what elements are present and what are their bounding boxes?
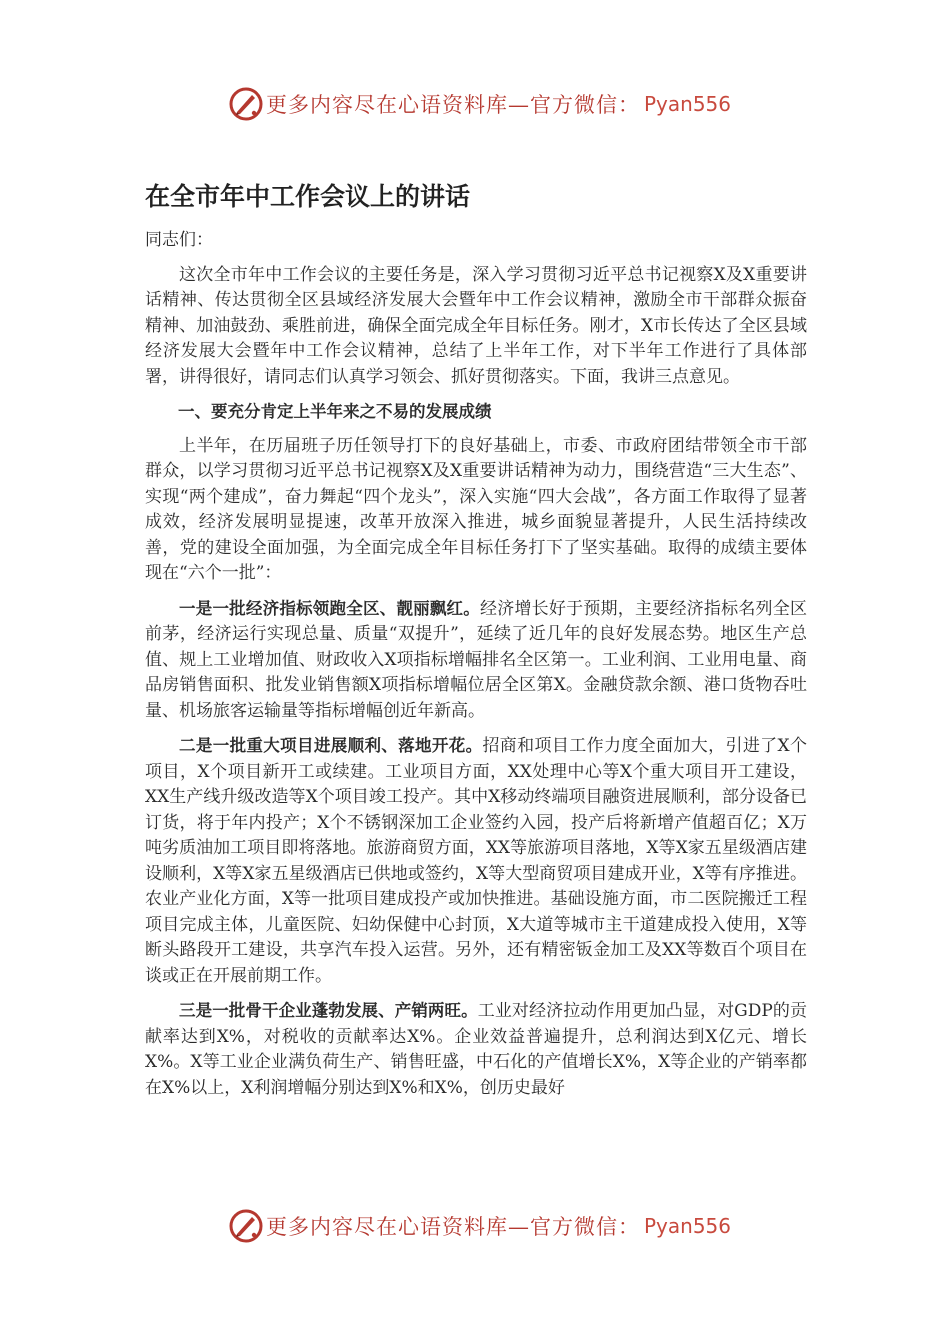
- banner-wechat-handle: Pyan556: [644, 1214, 732, 1238]
- section-heading: 一、要充分肯定上半年来之不易的发展成绩: [178, 402, 492, 421]
- point-body-2: 招商和项目工作力度全面加大，引进了X个项目，X个项目新开工或续建。工业项目方面，XX处理中心等X个重大项目开工建设，XX生产线升级改造等X个项目竣工投产。其中X移动终端项目融资进展顺利，部分设备已订货，将于年内投产；X个不锈钢深加工企业签约入园，投产后将新增产值超百亿；X万吨劣质油加工项目即将落地。旅游商贸方面，XX等旅游项目落地，X等X家五星级酒店建设顺利，X等X家五星级酒店已供地或签约，X等大型商贸项目建成开业，X等有序推进。农业产业化方面，X等一批项目建成投产或加快推进。基础设施方面，市二医院搬迁工程项目完成主体，儿童医院、妇幼保健中心封顶，X大道等城市主干道建成投入使用，X等断头路段开工建设，共享汽车投入运营。另外，还有精密钣金加工及XX等数百个项目在谈或正在开展前期工作。: [145, 736, 808, 986]
- point-lead-2: 二是一批重大项目进展顺利、落地开花。: [179, 736, 483, 755]
- banner-text: 更多内容尽在心语资料库—官方微信：: [266, 93, 640, 117]
- point-lead-1: 一是一批经济指标领跑全区、靓丽飘红。: [179, 598, 480, 618]
- header-banner: [228, 86, 731, 122]
- footer-banner: [228, 1208, 731, 1244]
- quill-logo-icon: [228, 1208, 264, 1244]
- intro-paragraph: 这次全市年中工作会议的主要任务是，深入学习贯彻习近平总书记视察X及X重要讲话精神、传达贯彻全区县域经济发展大会暨年中工作会议精神，激励全市干部群众振奋精神、加油鼓劲、乘胜前进，确保全面完成全年目标任务。刚才，X市长传达了全区县域经济发展大会暨年中工作会议精神，总结了上半年工作，对下半年工作进行了具体部署，讲得很好，请同志们认真学习领会、抓好贯彻落实。下面，我讲三点意见。: [145, 264, 807, 387]
- speech-body: [145, 228, 807, 1101]
- point-body-3: 工业对经济拉动作用更加凸显，对GDP的贡献率达到X%，对税收的贡献率达X%。企业效益普遍提升，总利润达到X亿元、增长X%。X等工业企业满负荷生产、销售旺盛，中石化的产值增长X%，X等企业的产销率都在X%以上，X利润增幅分别达到X%和X%，创历史最好: [145, 1001, 808, 1098]
- point-body-1: 经济增长好于预期，主要经济指标名列全区前茅，经济运行实现总量、质量“双提升”，延续了近几年的良好发展态势。地区生产总值、规上工业增加值、财政收入X项指标增幅排名全区第一。工业利润、工业用电量、商品房销售面积、批发业销售额X项指标增幅位居全区第X。金融贷款余额、港口货物吞吐量、机场旅客运输量等指标增幅创近年新高。: [145, 598, 807, 721]
- banner-wechat-handle: Pyan556: [644, 92, 732, 116]
- point-paragraph-3: [145, 998, 807, 1101]
- banner-text: 更多内容尽在心语资料库—官方微信：: [266, 1215, 640, 1239]
- salutation: 同志们：: [145, 230, 213, 250]
- point-lead-3: 三是一批骨干企业蓬勃发展、产销两旺。: [179, 1001, 478, 1020]
- point-paragraph-2: [145, 733, 807, 989]
- point-paragraph-1: [145, 596, 807, 725]
- page-title: 在全市年中工作会议上的讲话: [145, 182, 471, 211]
- section-summary: 上半年，在历届班子历任领导打下的良好基础上，市委、市政府团结带领全市干部群众，以学习贯彻习近平总书记视察X及X重要讲话精神为动力，围绕营造“三大生态”、实现“两个建成”，奋力舞起“四个龙头”，深入实施“四大会战”，各方面工作取得了显著成效，经济发展明显提速，改革开放深入推进，城乡面貌显著提升，人民生活持续改善，党的建设全面加强，为全面完成全年目标任务打下了坚实基础。取得的成绩主要体现在“六个一批”：: [145, 435, 807, 583]
- quill-logo-icon: [228, 86, 264, 122]
